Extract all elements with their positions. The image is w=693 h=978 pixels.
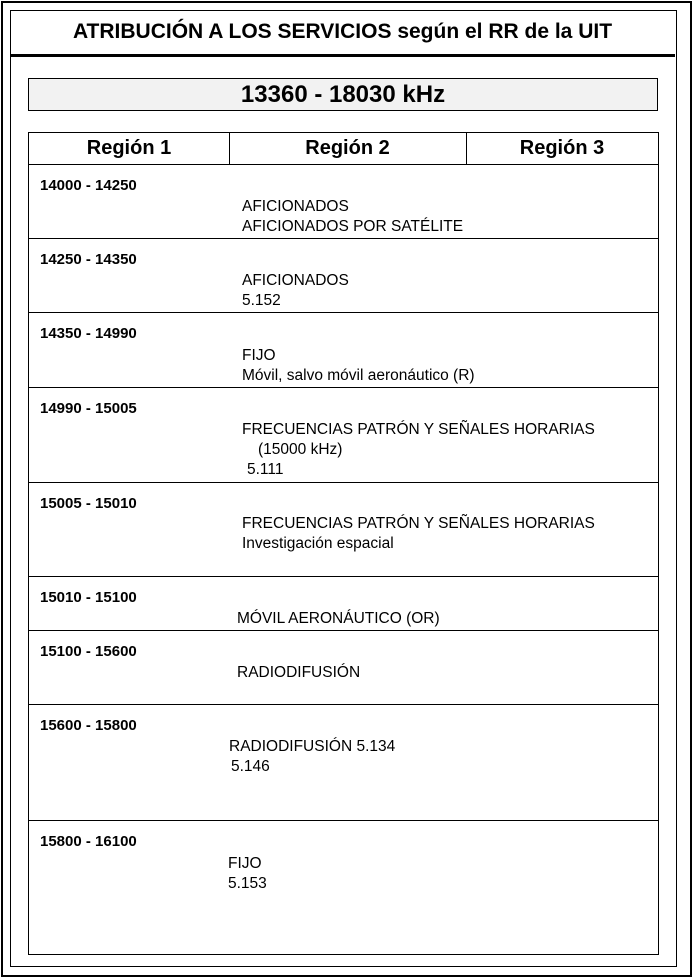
- header-region-1: Región 1: [29, 133, 230, 164]
- allocation-line: FIJO: [228, 855, 262, 872]
- table-header: [29, 133, 658, 165]
- frequency-range: 15600 - 15800: [40, 717, 137, 734]
- allocation-text: [229, 737, 395, 777]
- allocation-line: RADIODIFUSIÓN 5.134: [229, 738, 396, 755]
- frequency-range: 14250 - 14350: [40, 251, 137, 268]
- table-row: [29, 239, 658, 313]
- allocation-line: FIJO: [242, 347, 276, 364]
- frequency-band-header: [28, 78, 658, 111]
- page-title-bar: [10, 10, 675, 57]
- frequency-range: 14990 - 15005: [40, 400, 137, 417]
- allocation-text: [228, 854, 267, 894]
- allocation-text: [237, 663, 360, 683]
- header-region-2: Región 2: [229, 133, 467, 164]
- allocation-text: [242, 420, 595, 480]
- table-row: [29, 313, 658, 388]
- table-row: [29, 165, 658, 239]
- allocation-line: RADIODIFUSIÓN: [237, 664, 361, 681]
- frequency-range: 14350 - 14990: [40, 325, 137, 342]
- frequency-range: 15010 - 15100: [40, 589, 137, 606]
- allocation-line: (15000 kHz): [258, 441, 343, 458]
- frequency-range: 15005 - 15010: [40, 495, 137, 512]
- table-row: [29, 821, 658, 954]
- allocation-line: 5.146: [231, 758, 270, 775]
- allocation-line: AFICIONADOS: [242, 198, 349, 215]
- table-row: [29, 631, 658, 705]
- table-row: [29, 483, 658, 577]
- allocation-line: Móvil, salvo móvil aeronáutico (R): [242, 367, 475, 384]
- allocation-line: AFICIONADOS POR SATÉLITE: [242, 218, 464, 235]
- header-region-3: Región 3: [519, 137, 605, 159]
- allocation-text: [242, 271, 349, 311]
- allocation-text: [237, 609, 440, 629]
- allocation-line: 5.111: [247, 461, 284, 478]
- frequency-range: 14000 - 14250: [40, 177, 137, 194]
- page-title: ATRIBUCIÓN A LOS SERVICIOS según el RR de la UIT: [72, 20, 613, 43]
- allocation-line: 5.153: [228, 875, 267, 892]
- allocation-line: 5.152: [242, 292, 281, 309]
- table-row: [29, 577, 658, 631]
- allocation-text: [242, 346, 475, 386]
- allocation-text: [242, 197, 463, 237]
- allocation-table: [28, 132, 659, 955]
- frequency-range: 15100 - 15600: [40, 643, 137, 660]
- allocation-line: Investigación espacial: [242, 535, 394, 552]
- frequency-band: 13360 - 18030 kHz: [240, 80, 446, 108]
- table-row: [29, 388, 658, 483]
- allocation-line: MÓVIL AERONÁUTICO (OR): [237, 610, 440, 627]
- allocation-line: FRECUENCIAS PATRÓN Y SEÑALES HORARIAS: [242, 421, 595, 438]
- allocation-line: AFICIONADOS: [242, 272, 349, 289]
- table-row: [29, 705, 658, 821]
- allocation-line: FRECUENCIAS PATRÓN Y SEÑALES HORARIAS: [242, 515, 595, 532]
- frequency-range: 15800 - 16100: [40, 833, 137, 850]
- allocation-text: [242, 514, 595, 554]
